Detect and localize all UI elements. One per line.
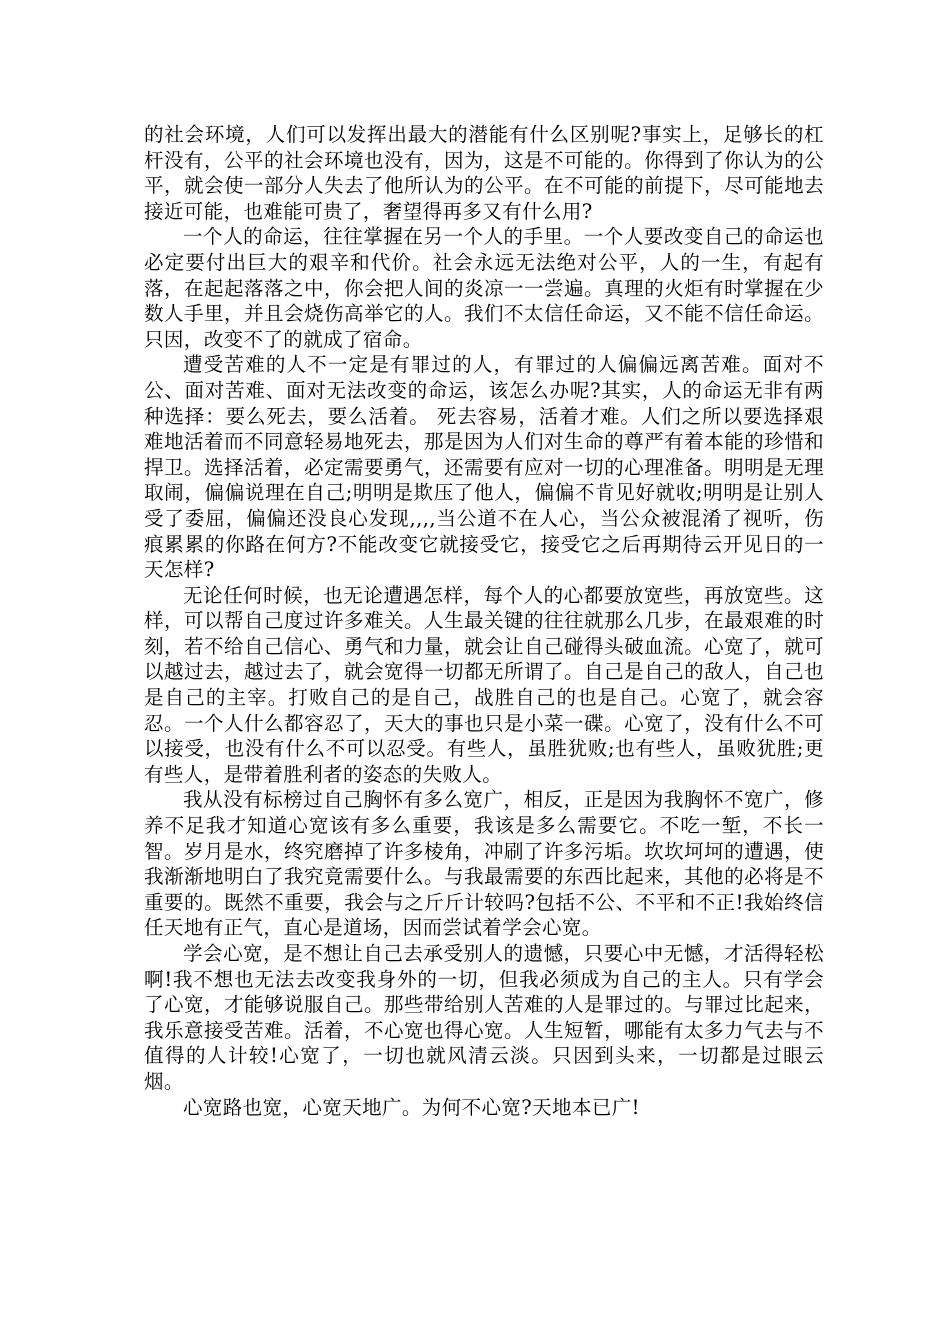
paragraph-1: 的社会环境，人们可以发挥出最大的潜能有什么区别呢?事实上，足够长的杠杆没有，公平的社会环境也没有，因为，这是不可能的。你得到了你认为的公平，就会使一部分人失去了他所认为的公平。在不可能的前提下，尽可能地去接近可能，也难能可贵了，奢望得再多又有什么用? <box>144 123 824 223</box>
document-page <box>144 122 824 1120</box>
paragraph-5: 我从没有标榜过自己胸怀有多么宽广，相反，正是因为我胸怀不宽广，修养不足我才知道心宽该有多么重要，我该是多么需要它。不吃一堑，不长一智。岁月是水，终究磨掉了许多棱角，冲刷了许多污垢。坎坎坷坷的遭遇，使我渐渐地明白了我究竟需要什么。与我最需要的东西比起来，其他的必将是不重要的。既然不重要，我会与之斤斤计较吗?包括不公、不平和不正!我始终信任天地有正气，直心是道场，因而尝试着学会心宽。 <box>144 788 824 940</box>
paragraph-6: 学会心宽，是不想让自己去承受别人的遗憾，只要心中无憾，才活得轻松啊!我不想也无法去改变我身外的一切，但我必须成为自己的主人。只有学会了心宽，才能够说服自己。那些带给别人苦难的人是罪过的。与罪过比起来，我乐意接受苦难。活着，不心宽也得心宽。人生短暂，哪能有太多力气去与不值得的人计较!心宽了，一切也就风清云淡。只因到头来，一切都是过眼云烟。 <box>144 942 824 1093</box>
paragraph-7: 心宽路也宽，心宽天地广。为何不心宽?天地本已广! <box>183 1095 640 1119</box>
paragraph-4: 无论任何时候，也无论遭遇怎样，每个人的心都要放宽些，再放宽些。这样，可以帮自己度过许多难关。人生最关键的往往就那么几步，在最艰难的时刻，若不给自己信心、勇气和力量，就会让自己碰得头破血流。心宽了，就可以越过去，越过去了，就会宽得一切都无所谓了。自己是自己的敌人，自己也是自己的主宰。打败自己的是自己，战胜自己的也是自己。心宽了，就会容忍。一个人什么都容忍了，天大的事也只是小菜一碟。心宽了，没有什么不可以接受，也没有什么不可以忍受。有些人，虽胜犹败;也有些人，虽败犹胜;更有些人，是带着胜利者的姿态的失败人。 <box>144 583 824 786</box>
paragraph-2: 一个人的命运，往往掌握在另一个人的手里。一个人要改变自己的命运也必定要付出巨大的艰辛和代价。社会永远无法绝对公平，人的一生，有起有落，在起起落落之中，你会把人间的炎凉一一尝遍。真理的火炬有时掌握在少数人手里，并且会烧伤高举它的人。我们不太信任命运，又不能不信任命运。只因，改变不了的就成了宿命。 <box>144 225 824 351</box>
paragraph-3: 遭受苦难的人不一定是有罪过的人，有罪过的人偏偏远离苦难。面对不公、面对苦难、面对无法改变的命运，该怎么办呢?其实，人的命运无非有两种选择：要么死去，要么活着。 死去容易，活着才难。人们之所以要选择艰难地活着而不同意轻易地死去，那是因为人们对生命的尊严有着本能的珍惜和捍卫。选择活着，必定需要勇气，还需要有应对一切的心理准备。明明是无理取闹，偏偏说理在自己;明明是欺压了他人，偏偏不肯见好就收;明明是让别人受了委屈，偏偏还没良心发现,,,,当公道不在人心，当公众被混淆了视听，伤痕累累的你路在何方?不能改变它就接受它，接受它之后再期待云开见日的一天怎样? <box>144 353 824 582</box>
